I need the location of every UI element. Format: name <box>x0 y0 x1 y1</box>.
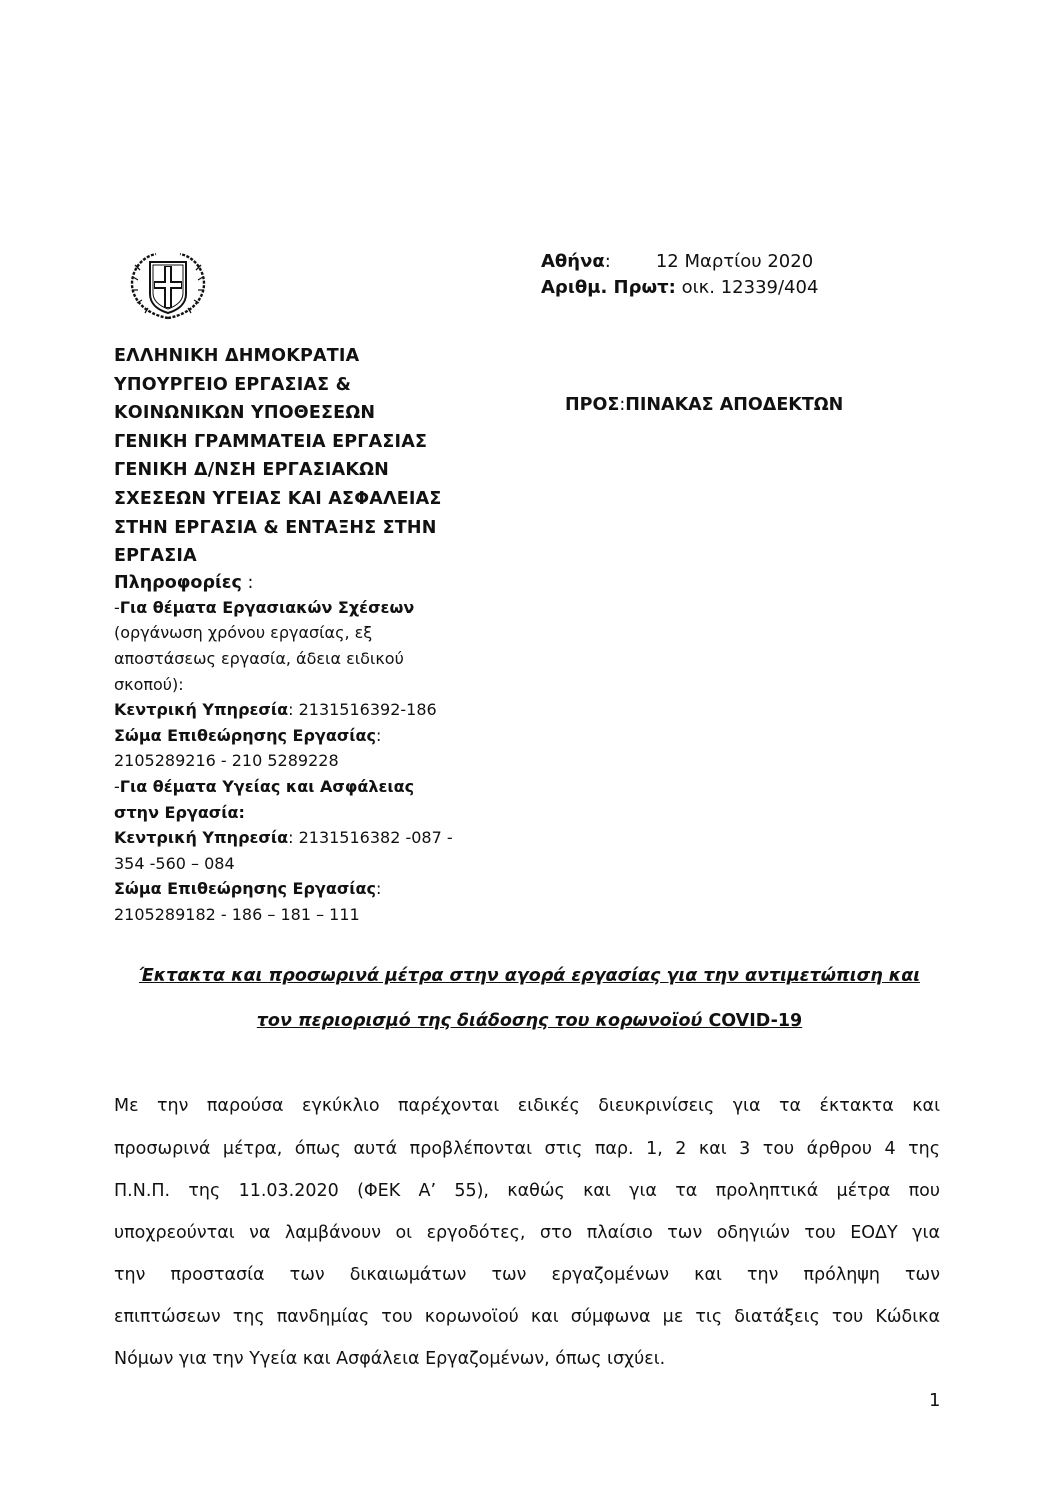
org-line: ΣΤΗΝ ΕΡΓΑΣΙΑ & ΕΝΤΑΞΗΣ ΣΤΗΝ <box>114 517 437 538</box>
body-text-line: την προστασία των δικαιωμάτων των εργαζομένων και την πρόληψη των <box>114 1265 940 1285</box>
document-title-cont: τον περιορισμό της διάδοσης του κορωνοϊού COVID-19 <box>256 1011 803 1031</box>
document-title: Έκτακτα και προσωρινά μέτρα στην αγορά εργασίας για την αντιμετώπιση και <box>138 966 921 986</box>
labor-relations-desc: (οργάνωση χρόνου εργασίας, εξ <box>114 623 373 643</box>
central-service-phone: Κεντρική Υπηρεσία: 2131516392-186 <box>114 700 437 720</box>
health-safety-heading: στην Εργασία: <box>114 802 245 822</box>
date-line: Αθήνα: 12 Μαρτίου 2020 <box>541 251 814 272</box>
body-text-line: επιπτώσεων της πανδημίας του κορωνοϊού και σύμφωνα με τις διατάξεις του Κώδικα <box>114 1307 940 1327</box>
recipients-value: ΠΙΝΑΚΑΣ ΑΠΟΔΕΚΤΩΝ <box>625 395 844 415</box>
org-line: ΕΛΛΗΝΙΚΗ ΔΗΜΟΚΡΑΤΙΑ <box>114 346 360 366</box>
organization-name <box>114 342 474 571</box>
labor-relations-desc: σκοπού): <box>114 674 184 694</box>
recipients-line: ΠΡΟΣ:ΠΙΝΑΚΑΣ ΑΠΟΔΕΚΤΩΝ <box>565 395 844 415</box>
document-header-meta <box>541 249 818 301</box>
body-text-line: Με την παρούσα εγκύκλιο παρέχονται ειδικές διευκρινίσεις για τα έκτακτα και <box>114 1096 940 1116</box>
protocol-label: Αριθμ. Πρωτ: <box>541 277 676 298</box>
protocol-line <box>541 275 818 301</box>
org-line: ΕΡΓΑΣΙΑ <box>114 546 197 567</box>
inspectorate-label: Σώμα Επιθεώρησης Εργασίας: <box>114 879 382 899</box>
org-line: ΓΕΝΙΚΗ ΓΡΑΜΜΑΤΕΙΑ ΕΡΓΑΣΙΑΣ <box>114 431 428 452</box>
org-line: ΣΧΕΣΕΩΝ ΥΓΕΙΑΣ ΚΑΙ ΑΣΦΑΛΕΙΑΣ <box>114 488 442 509</box>
labor-relations-heading: -Για θέματα Εργασιακών Σχέσεων <box>114 597 415 617</box>
central-service-phone-cont: 354 -560 – 084 <box>114 853 235 873</box>
body-text-line: υποχρεούνται να λαμβάνουν οι εργοδότες, στο πλαίσιο των οδηγιών του ΕΟΔΥ για <box>114 1223 940 1243</box>
protocol-number: οικ. 12339/404 <box>681 277 819 298</box>
inspectorate-label: Σώμα Επιθεώρησης Εργασίας: <box>114 725 382 745</box>
inspectorate-phone: 2105289182 - 186 – 181 – 111 <box>114 904 360 924</box>
health-safety-heading: -Για θέματα Υγείας και Ασφάλειας <box>114 776 415 796</box>
body-text-line: Π.Ν.Π. της 11.03.2020 (ΦΕΚ Α’ 55), καθώς και για τα προληπτικά μέτρα που <box>114 1181 940 1201</box>
recipients-label: ΠΡΟΣ <box>565 395 620 415</box>
labor-relations-desc: αποστάσεως εργασία, άδεια ειδικού <box>114 648 404 668</box>
greek-coat-of-arms-icon <box>126 250 210 322</box>
body-text-line: Νόμων για την Υγεία και Ασφάλεια Εργαζομένων, όπως ισχύει. <box>114 1349 666 1369</box>
sender-block <box>114 342 474 927</box>
contact-info <box>114 571 474 928</box>
inspectorate-phone: 2105289216 - 210 5289228 <box>114 751 339 771</box>
document-date: 12 Μαρτίου 2020 <box>655 251 814 272</box>
org-line: ΓΕΝΙΚΗ Δ/ΝΣΗ ΕΡΓΑΣΙΑΚΩΝ <box>114 460 390 481</box>
info-heading: Πληροφορίες : <box>114 572 254 593</box>
org-line: ΚΟΙΝΩΝΙΚΩΝ ΥΠΟΘΕΣΕΩΝ <box>114 403 376 424</box>
page-number: 1 <box>929 1390 941 1411</box>
city-label: Αθήνα <box>541 251 605 272</box>
org-line: ΥΠΟΥΡΓΕΙΟ ΕΡΓΑΣΙΑΣ & <box>114 374 352 395</box>
body-text-line: προσωρινά μέτρα, όπως αυτά προβλέπονται στις παρ. 1, 2 και 3 του άρθρου 4 της <box>114 1139 940 1159</box>
central-service-phone: Κεντρική Υπηρεσία: 2131516382 -087 - <box>114 828 453 848</box>
